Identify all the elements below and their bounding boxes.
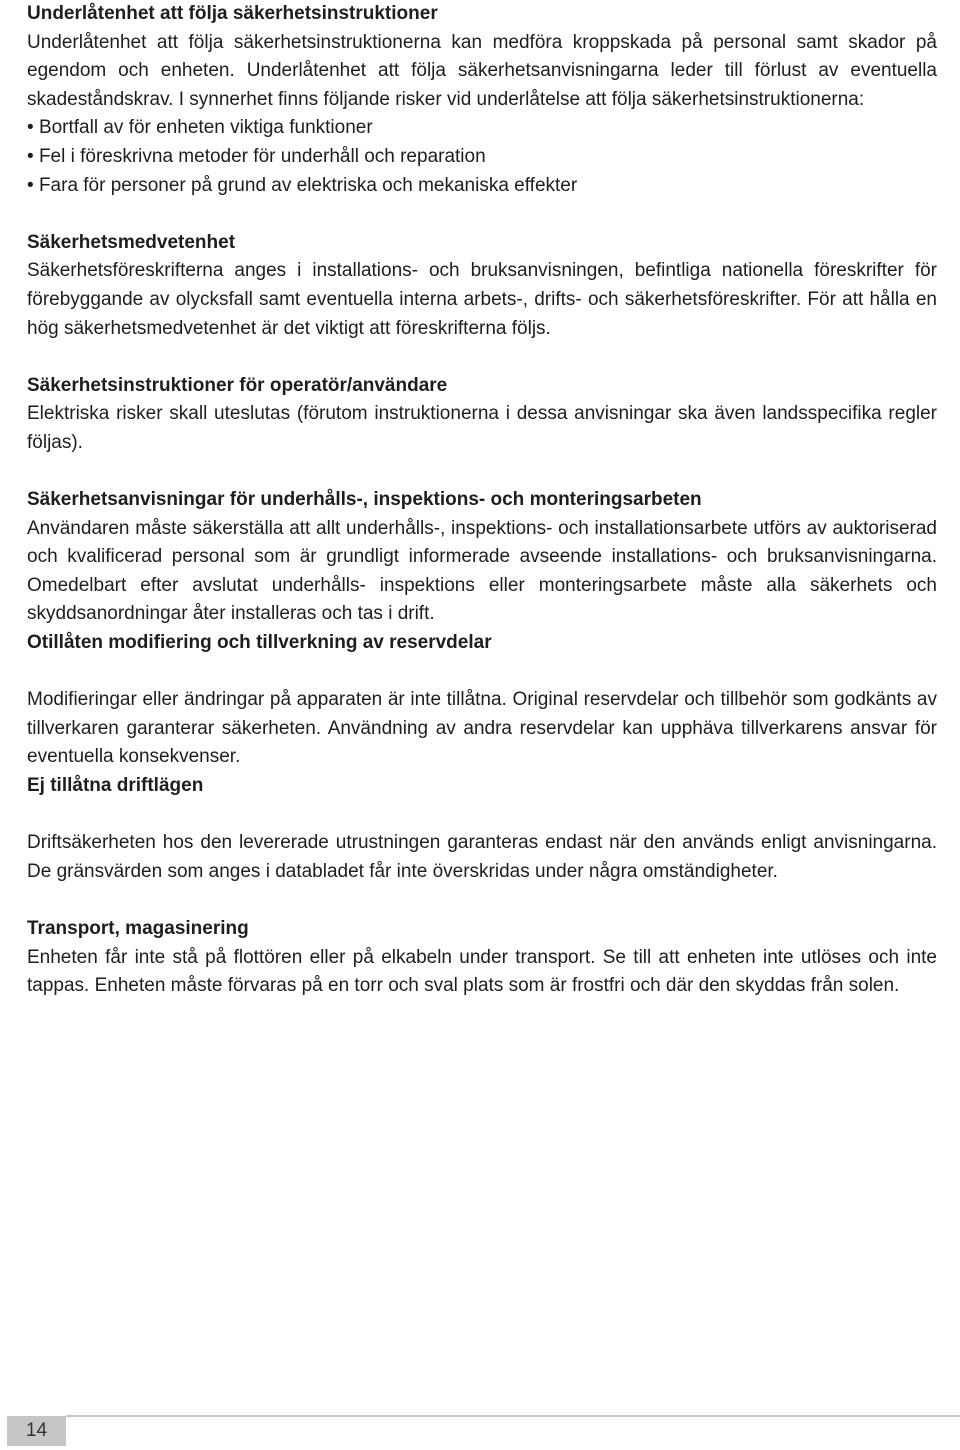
section-title: Underlåtenhet att följa säkerhetsinstruktioner <box>27 3 438 24</box>
section-paragraph: Enheten får inte stå på flottören eller på elkabeln under transport. Se till att enheten inte utlöses och inte tappas. Enheten måste förvaras på en torr och sval plats som är frostfri och där den skyddas från solen. <box>27 946 937 997</box>
section-spacer <box>27 658 937 687</box>
section-paragraph: Användaren måste säkerställa att allt underhålls-, inspektions- och installationsarbete utförs av auktoriserad och kvalificerad personal som är grundligt informerade avseende installations- och bruksanvisningarna. Omedelbart efter avslutat underhålls- inspektions eller monteringsarbete måste alla säkerhets och skyddsanordningar åter installeras och tas i drift. <box>27 517 937 625</box>
section-title: Otillåten modifiering och tillverkning av reservdelar <box>27 632 492 654</box>
bullet-item: • Fel i föreskrivna metoder för underhåll och reparation <box>27 143 937 172</box>
section-spacer <box>27 458 937 487</box>
section-title: Transport, magasinering <box>27 918 249 939</box>
section-paragraph: Underlåtenhet att följa säkerhetsinstruktionerna kan medföra kroppskada på personal samt skador på egendom och enheten. Underlåtenhet att följa säkerhetsanvisningarna leder till förlust av eventuella skadeståndskrav. I synnerhet finns följande risker vid underlåtelse att följa säkerhetsinstruktionerna: <box>27 31 937 110</box>
document-body <box>27 0 937 1001</box>
section-paragraph: Modifieringar eller ändringar på apparaten är inte tillåtna. Original reservdelar och tillbehör som godkänts av tillverkaren garanterar säkerheten. Användning av andra reservdelar kan upphäva tillverkarens ansvar för eventuella konsekvenser. <box>27 689 937 768</box>
section-spacer <box>27 343 937 372</box>
section-title: Ej tillåtna driftlägen <box>27 775 204 797</box>
section-title: Säkerhetsmedvetenhet <box>27 231 236 253</box>
section-spacer <box>27 886 937 915</box>
section-title: Säkerhetsinstruktioner för operatör/användare <box>27 374 448 396</box>
section-paragraph: Driftsäkerheten hos den levererade utrustningen garanteras endast när den används enligt anvisningarna. De gränsvärden som anges i databladet får inte överskridas under några omständigheter. <box>27 832 937 882</box>
section-spacer <box>27 801 937 830</box>
bullet-item: • Bortfall av för enheten viktiga funktioner <box>27 114 937 143</box>
section-paragraph: Elektriska risker skall uteslutas (förutom instruktionerna i dessa anvisningar ska även landsspecifika regler följas). <box>27 403 937 453</box>
section-paragraph: Säkerhetsföreskrifterna anges i installations- och bruksanvisningen, befintliga nationella föreskrifter för förebyggande av olycksfall samt eventuella interna arbets-, drifts- och säkerhetsföreskrifter. För att hålla en hög säkerhetsmedvetenhet är det viktigt att föreskrifterna följs. <box>27 260 937 339</box>
section-spacer <box>27 200 937 229</box>
footer-divider <box>66 1415 960 1417</box>
section-title: Säkerhetsanvisningar för underhålls-, inspektions- och monteringsarbeten <box>27 489 702 511</box>
page-number: 14 <box>7 1416 66 1446</box>
bullet-list <box>27 114 937 200</box>
bullet-item: • Fara för personer på grund av elektriska och mekaniska effekter <box>27 172 937 201</box>
